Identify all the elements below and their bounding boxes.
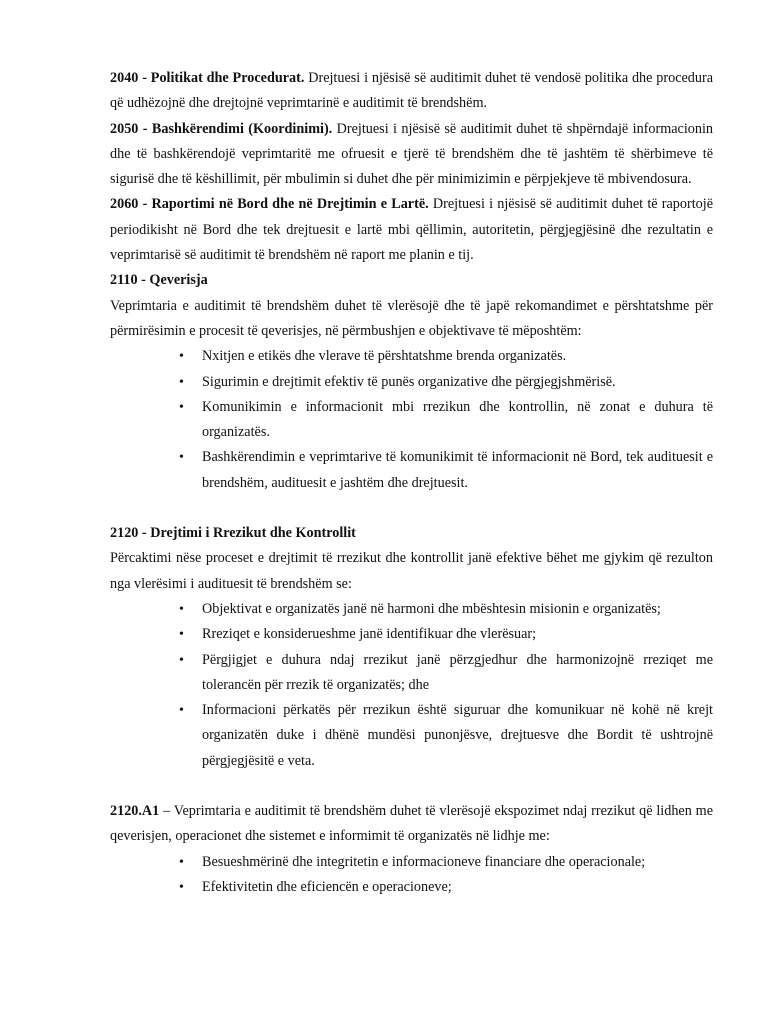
section-2120-a1-list: [110, 850, 713, 901]
list-item-text: Përgjigjet e duhura ndaj rrezikut janë përzgjedhur dhe harmonizojnë rreziqet me tolerancën për rrezik të organizatës; dhe: [202, 651, 713, 693]
bullet-icon: •: [179, 627, 184, 643]
list-item: [179, 395, 713, 446]
spacer: [110, 496, 713, 521]
list-item-text: Komunikimin e informacionit mbi rrezikun dhe kontrollin, në zonat e duhura të organizatës.: [202, 398, 713, 441]
section-2040-text: Drejtuesi i njësisë së auditimit duhet të vendosë politika dhe procedura që udhëzojnë dhe drejtojnë veprimtarinë e auditimit të brendshëm.: [110, 70, 713, 112]
bullet-icon: •: [179, 374, 184, 390]
bullet-icon: •: [179, 399, 184, 415]
list-item: [179, 344, 713, 369]
bullet-icon: •: [179, 703, 184, 719]
list-item-text: Sigurimin e drejtimit efektiv të punës organizative dhe përgjegjshmërisë.: [202, 373, 616, 390]
section-2110-heading: 2110 - Qeverisja: [110, 272, 208, 289]
list-item: [179, 597, 713, 622]
section-2040-number: 2040 -: [110, 70, 151, 86]
section-2050-text: Drejtuesi i njësisë së auditimit duhet të shpërndajë informacionin dhe të bashkërendojë veprimtaritë me ofruesit e tjerë të brendshëm dhe të jashtëm të shërbimeve të sigurisë dhe të këshillimit, për mbulimin si duhet dhe për minimizimin e përpjekjeve të mbivendosura.: [110, 120, 714, 188]
bullet-icon: •: [179, 349, 184, 365]
list-item: [179, 648, 713, 699]
bullet-icon: •: [179, 879, 184, 895]
list-item-text: Informacioni përkatës për rrezikun është siguruar dhe komunikuar në kohë në krejt organizatën duke i dhënë mundësi punonjësve, drejtuesve dhe Bordit të ushtrojnë përgjegjësitë e veta.: [202, 702, 713, 769]
section-2050-title: Bashkërendimi (Koordinimi).: [151, 120, 333, 137]
list-item-text: Besueshmërinë dhe integritetin e informacioneve financiare dhe operacionale;: [202, 853, 646, 870]
list-item: [179, 370, 713, 395]
list-item: [179, 445, 713, 496]
section-2060: [110, 192, 713, 268]
list-item-text: Nxitjen e etikës dhe vlerave të përshtatshme brenda organizatës.: [202, 348, 567, 365]
bullet-icon: •: [179, 652, 184, 668]
section-2050: [110, 117, 713, 193]
section-2120-a1-number: 2120.A1: [110, 803, 160, 820]
section-2040: [110, 66, 713, 117]
list-item: [179, 698, 713, 774]
bullet-icon: •: [179, 601, 184, 617]
section-2110-list: [110, 344, 713, 496]
bullet-icon: •: [179, 854, 184, 870]
bullet-icon: •: [179, 450, 184, 466]
section-2120-a1: [110, 799, 713, 850]
list-item-text: Objektivat e organizatës janë në harmoni dhe mbështesin misionin e organizatës;: [202, 600, 661, 617]
section-2050-number: 2050 -: [110, 120, 152, 137]
section-2110-intro: Veprimtaria e auditimit të brendshëm duhet të vlerësojë dhe të japë rekomandimet e përshtatshme për përmirësimin e procesit të qeverisjes, në përmbushjen e objektivave të mëposhtëm:: [110, 297, 713, 339]
spacer: [110, 774, 713, 799]
section-2120-a1-text: – Veprimtaria e auditimit të brendshëm duhet të vlerësojë ekspozimet ndaj rrezikut që lidhen me qeverisjen, operacionet dhe sistemet e informimit të organizatës në lidhje me:: [110, 803, 713, 845]
list-item-text: Efektivitetin dhe eficiencën e operacioneve;: [202, 878, 452, 895]
section-2060-title: Raportimi në Bord dhe në Drejtimin e Lartë.: [151, 196, 429, 213]
section-2120-intro: Përcaktimi nëse proceset e drejtimit të rrezikut dhe kontrollit janë efektive bëhet me gjykim që rezulton nga vlerësimi i audituesit të brendshëm se:: [110, 550, 713, 592]
document-body: [110, 66, 713, 900]
list-item-text: Bashkërendimin e veprimtarive të komunikimit të informacionit në Bord, tek audituesit e brendshëm, audituesit e jashtëm dhe drejtuesit.: [202, 449, 713, 491]
section-2040-title: Politikat dhe Procedurat.: [150, 70, 305, 86]
list-item: [179, 850, 713, 875]
section-2060-text: Drejtuesi i njësisë së auditimit duhet të raportojë periodikisht në Bord dhe tek drejtuesit e lartë mbi qëllimin, autoritetin, përgjegjësinë dhe rezultatin e veprimtarisë së auditimit të brendshëm në raport me planin e tij.: [110, 196, 713, 264]
list-item: [179, 622, 713, 647]
section-2060-number: 2060 -: [110, 196, 152, 213]
section-2120-list: [110, 597, 713, 774]
list-item-text: Rreziqet e konsiderueshme janë identifikuar dhe vlerësuar;: [202, 626, 537, 643]
list-item: [179, 875, 713, 900]
section-2120-heading: 2120 - Drejtimi i Rrezikut dhe Kontrollit: [110, 525, 356, 542]
